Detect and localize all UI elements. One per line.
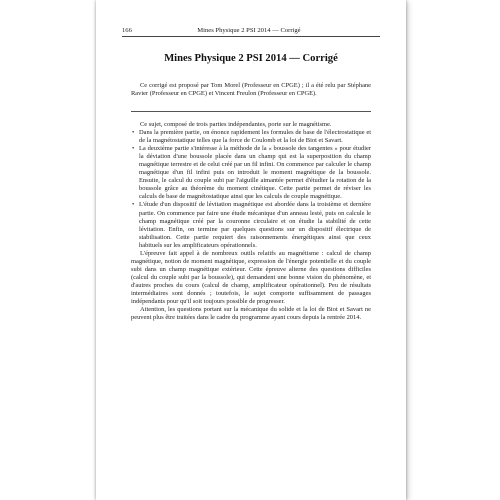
section-divider (131, 111, 371, 112)
bullet-icon: • (132, 145, 135, 153)
intro-paragraph: Ce sujet, composé de trois parties indépendantes, porte sur le magnétisme. (140, 121, 332, 128)
credits-paragraph: Ce corrigé est proposé par Tom Morel (Professeur en CPGE) ; il a été relu par Stéphane Ravier (Professeur en CPGE) et Vincent Freulon (Professeur en CPGE). (131, 82, 371, 98)
bullet-icon: • (132, 129, 135, 137)
list-item-text: Dans la première partie, on énonce rapidement les formules de base de l'électrostatique et de la magnétostatique telles que la force de Coulomb et la loi de Biot et Savart. (139, 129, 371, 145)
list-item (131, 129, 371, 145)
list-item (131, 201, 371, 249)
running-title: Mines Physique 2 PSI 2014 — Corrigé (197, 27, 301, 34)
page-title: Mines Physique 2 PSI 2014 — Corrigé (164, 53, 338, 64)
list-item-text: L'étude d'un dispositif de lévitation magnétique est abordée dans la troisième et dernière partie. On commence par faire une étude mécanique d'un anneau lesté, puis on calcule le champ magnétique créé par la couronne circulaire et on étudie la stabilité de cette lévitation. Enfin, on termine par quelques questions sur un dispositif électrique de stabilisation. Cette partie requiert des raisonnements énergétiques ainsi que ceux habituels sur les amplificateurs opérationnels. (139, 201, 371, 249)
body-paragraph: L'épreuve fait appel à de nombreux outils relatifs au magnétisme : calcul de champ magnétique, notion de moment magnétique, expression de l'énergie potentielle et du couple subi dans un champ magnétique extérieur. Cette épreuve alterne des questions difficiles (calcul du couple subi par la boussole), qui demandent une bonne vision du phénomène, et d'autres proches du cours (calcul de champ, amplificateur opérationnel). Peu de résultats intermédiaires sont donnés ; toutefois, le sujet comporte suffisamment de passages indépendants pour qu'il soit toujours possible de progresser. (131, 249, 371, 306)
list-item (131, 145, 371, 201)
body-paragraph: Attention, les questions portant sur la mécanique du solide et la loi de Biot et Savart ne peuvent plus être traitées dans le cadre du programme ayant cours depuis la rentrée 2014. (131, 306, 371, 322)
summary-section (131, 121, 371, 322)
document-page (96, 0, 406, 500)
bullet-icon: • (132, 201, 135, 209)
parts-list (131, 129, 371, 250)
page-number: 166 (122, 27, 132, 34)
list-item-text: La deuxième partie s'intéresse à la méthode de la « boussole des tangentes » pour étudier la déviation d'une boussole placée dans un champ qui est la superposition du champ magnétique terrestre et de celui créé par un fil infini. On commence par calculer le champ magnétique d'un fil infini puis on introduit le moment magnétique de la boussole. Ensuite, le calcul du couple subi par l'aiguille aimantée permet d'étudier la rotation de la boussole grâce au théorème du moment cinétique. Cette partie permet de réviser les calculs de base de magnétostatique ainsi que les calculs de couple magnétique. (139, 145, 371, 201)
running-header (122, 27, 380, 37)
